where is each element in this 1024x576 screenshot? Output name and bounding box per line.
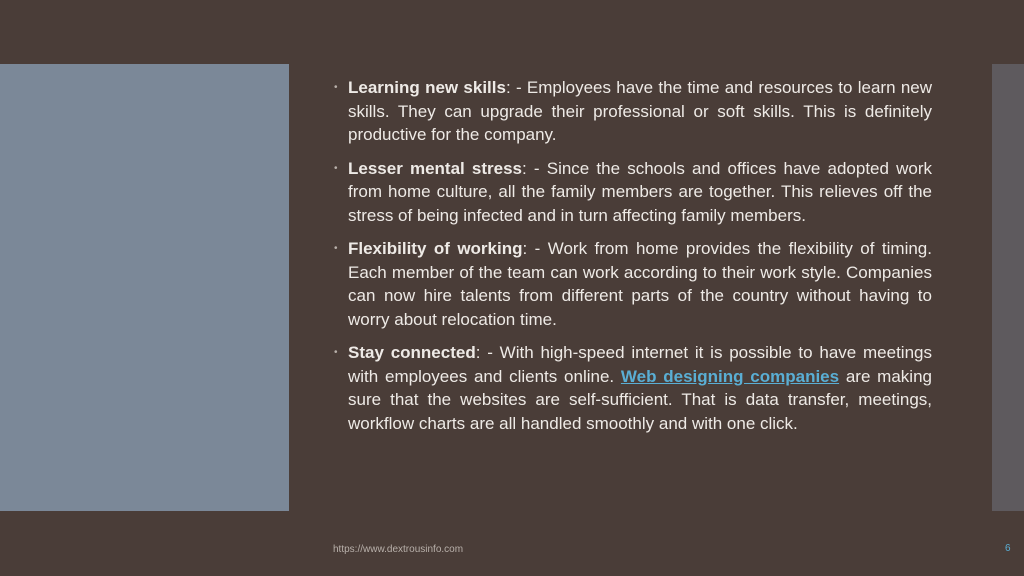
bullet-text: are making sure that the websites are self-sufficient. That is data transfer, meetings, workflow charts are all handled smoothly and with one click. [348,366,932,433]
bullet-term: Flexibility of working [348,239,523,258]
bullet-term: Lesser mental stress [348,158,523,178]
list-item [334,157,932,228]
bullet-text: : - With high-speed internet it is possible to have meetings with employees and clients online. [348,343,932,386]
bullet-icon: • [334,162,338,174]
left-image-panel [0,64,289,511]
bullet-term: Learning new skills [348,78,506,97]
bullet-icon: • [334,82,338,93]
page-number: 6 [1005,543,1011,554]
list-item [334,341,932,435]
list-item [334,76,932,147]
bullet-list [334,76,932,445]
bullet-text: : - Employees have the time and resources to learn new skills. They can upgrade their professional or soft skills. This is definitely productive for the company. [348,78,933,144]
web-designing-companies-link[interactable]: Web designing companies [620,366,840,386]
bullet-icon: • [334,243,338,254]
bullet-term: Stay connected [348,343,476,362]
list-item [334,237,932,331]
bullet-icon: • [334,347,338,358]
bullet-text: : - Work from home provides the flexibility of timing. Each member of the team can work according to their work style. Companies can now hire talents from different parts of the country without having to worry about relocation time. [348,239,932,329]
footer-url: https://www.dextrousinfo.com [333,544,464,555]
right-accent-bar [992,64,1024,511]
bullet-text: : - Since the schools and offices have adopted work from home culture, all the family members are together. This relieves off the stress of being infected and in turn affecting family members. [348,158,933,225]
